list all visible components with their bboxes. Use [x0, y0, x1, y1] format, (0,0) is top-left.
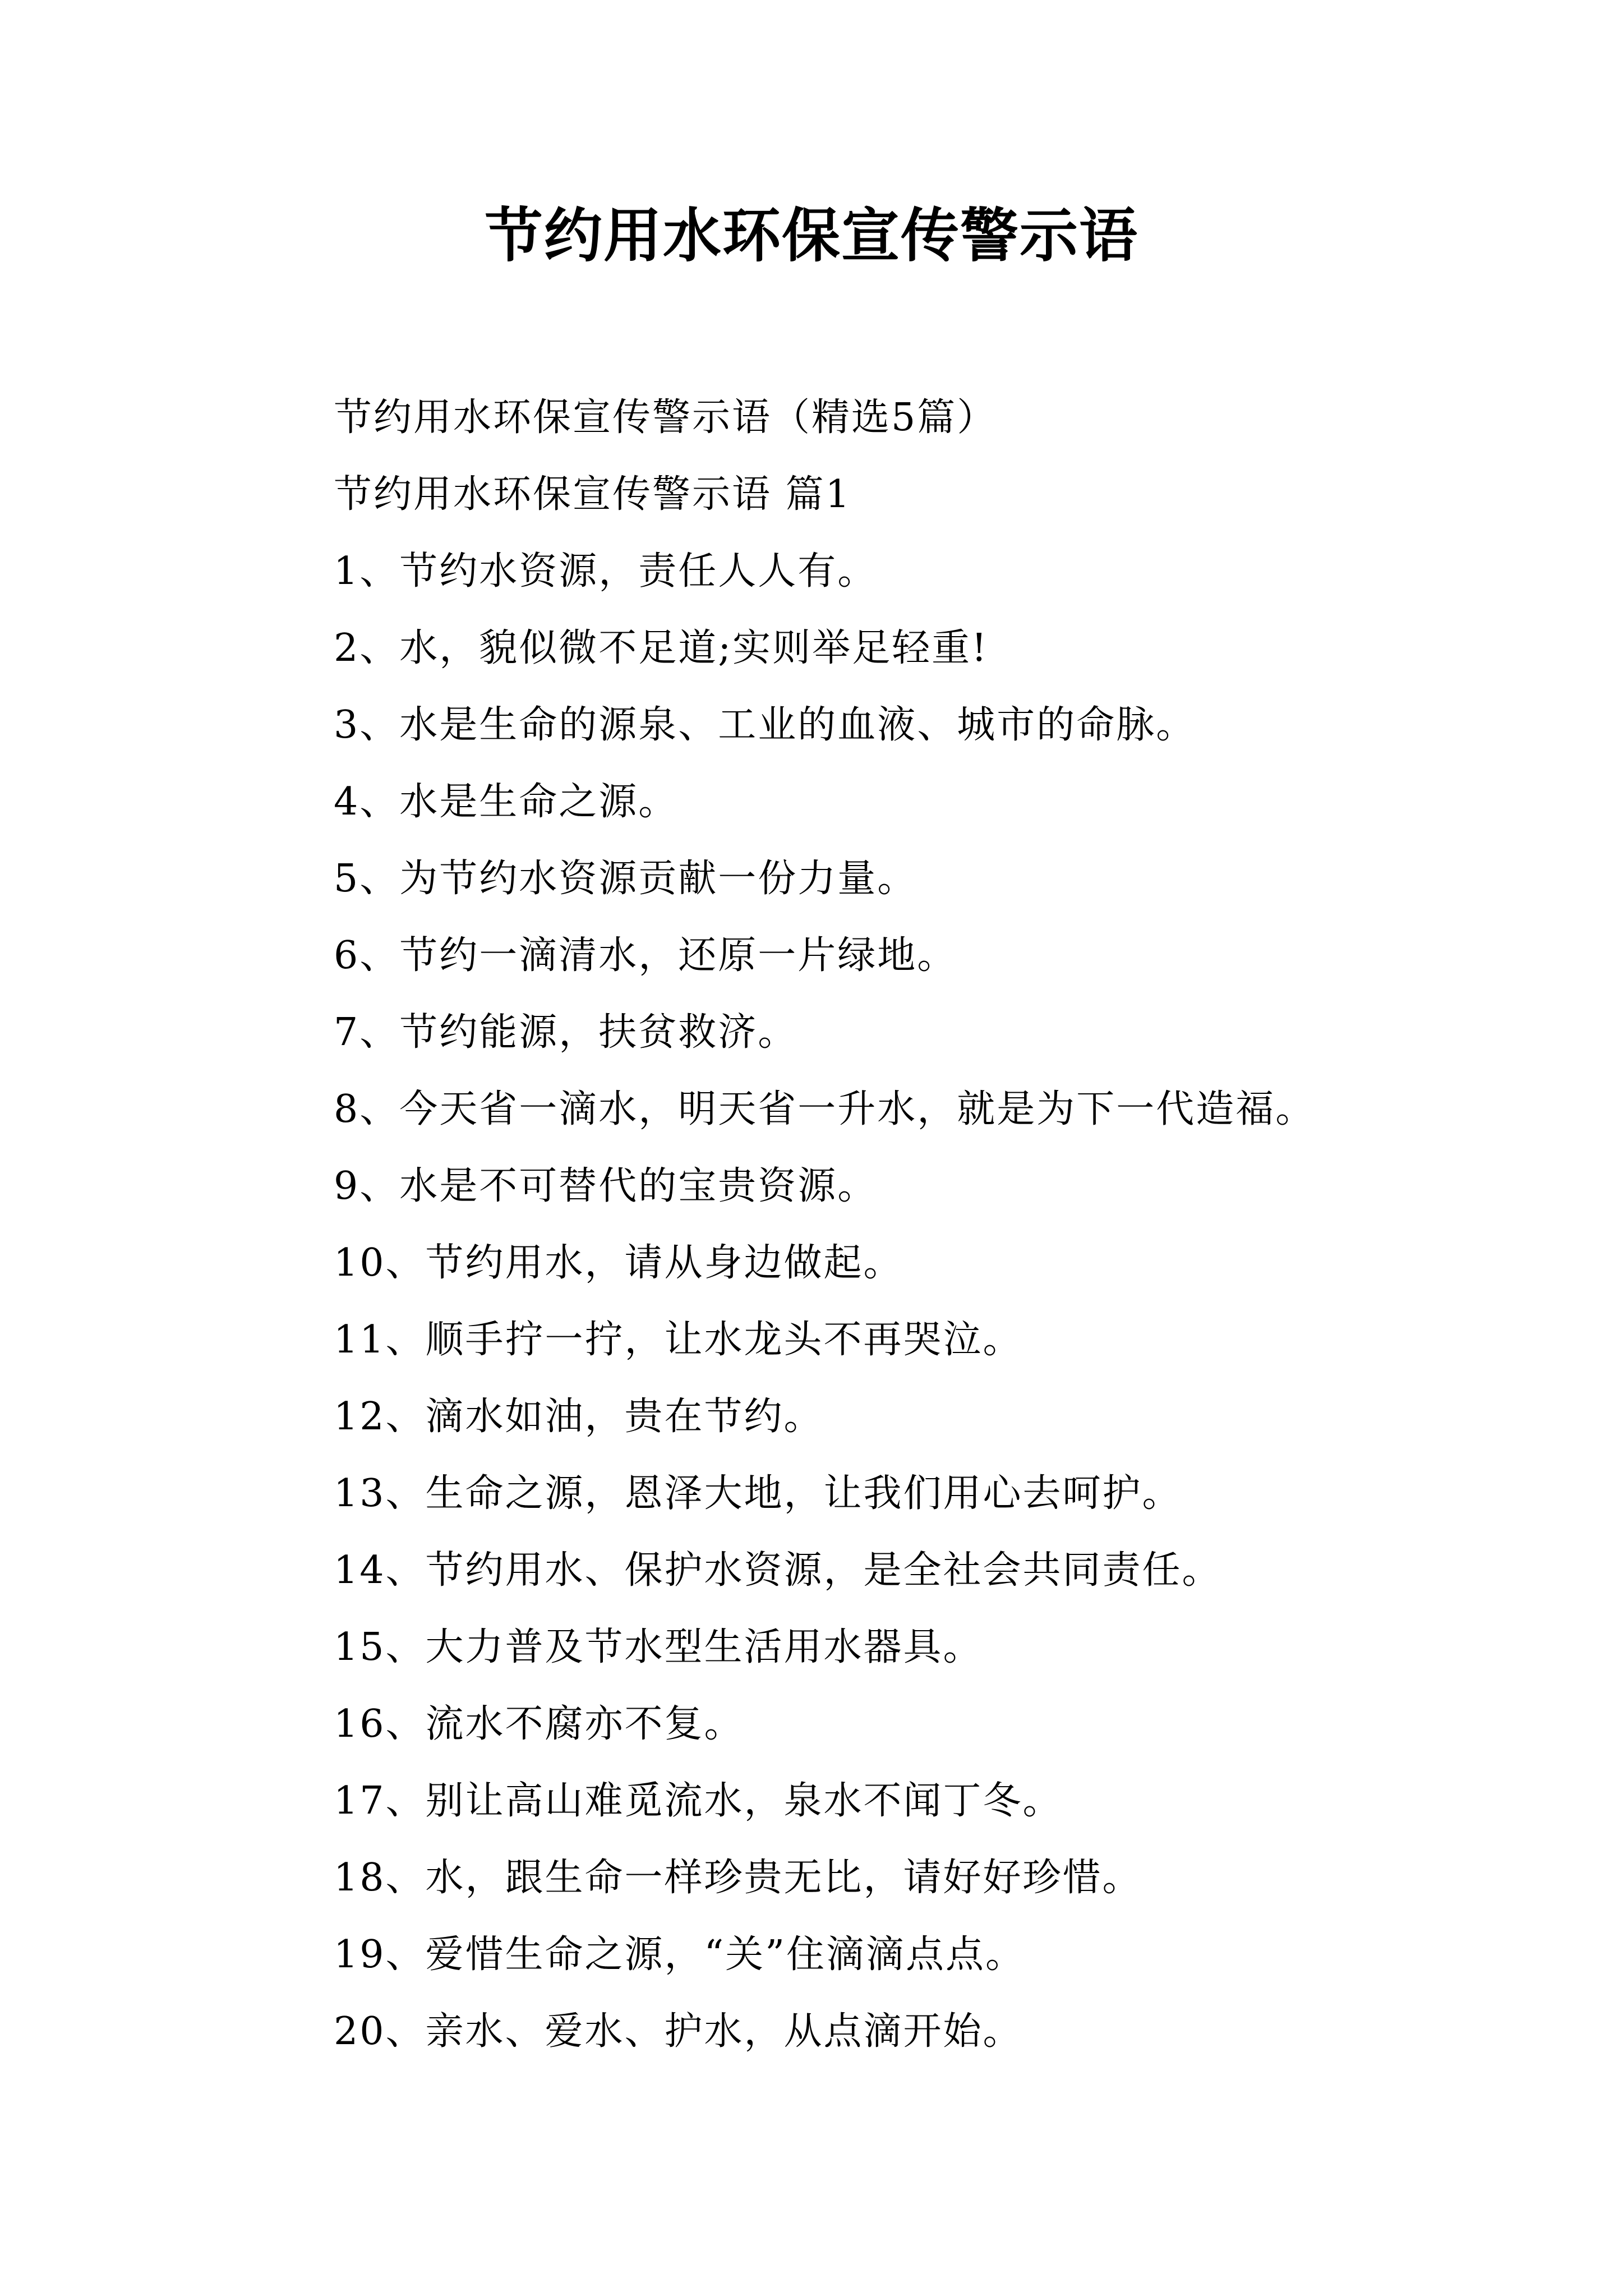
list-item: 18、水，跟生命一样珍贵无比，请好好珍惜。 — [334, 1856, 1142, 1900]
list-item: 16、流水不腐亦不复。 — [334, 1702, 744, 1746]
document-title: 节约用水环保宣传警示语 — [484, 201, 1138, 270]
list-item: 3、水是生命的源泉、工业的血液、城市的命脉。 — [334, 703, 1196, 747]
list-item: 17、别让高山难觅流水，泉水不闻丁冬。 — [334, 1779, 1063, 1823]
list-item: 15、大力普及节水型生活用水器具。 — [334, 1625, 983, 1669]
list-item: 8、今天省一滴水，明天省一升水，就是为下一代造福。 — [334, 1087, 1316, 1131]
list-item: 10、节约用水，请从身边做起。 — [334, 1241, 903, 1285]
list-item: 9、水是不可替代的宝贵资源。 — [334, 1164, 878, 1208]
section-heading: 节约用水环保宣传警示语 篇1 — [334, 472, 851, 517]
list-item: 5、为节约水资源贡献一份力量。 — [334, 857, 917, 901]
list-item: 14、节约用水、保护水资源，是全社会共同责任。 — [334, 1548, 1222, 1593]
list-item: 13、生命之源，恩泽大地，让我们用心去呵护。 — [334, 1471, 1182, 1516]
list-item: 11、顺手拧一拧，让水龙头不再哭泣。 — [334, 1318, 1023, 1362]
list-item: 12、滴水如油，贵在节约。 — [334, 1395, 824, 1439]
list-item: 2、水，貌似微不足道;实则举足轻重! — [334, 626, 989, 670]
list-item: 7、节约能源，扶贫救济。 — [334, 1010, 798, 1055]
list-item: 4、水是生命之源。 — [334, 780, 679, 824]
list-item: 20、亲水、爱水、护水，从点滴开始。 — [334, 2009, 1023, 2054]
document-body — [334, 379, 1590, 2070]
list-item: 1、节约水资源，责任人人有。 — [334, 549, 878, 593]
document-subtitle: 节约用水环保宣传警示语（精选5篇） — [334, 395, 997, 440]
list-item: 6、节约一滴清水，还原一片绿地。 — [334, 933, 957, 978]
list-item: 19、爱惜生命之源，“关”住滴滴点点。 — [334, 1932, 1026, 1977]
slogan-list — [334, 533, 1590, 2070]
